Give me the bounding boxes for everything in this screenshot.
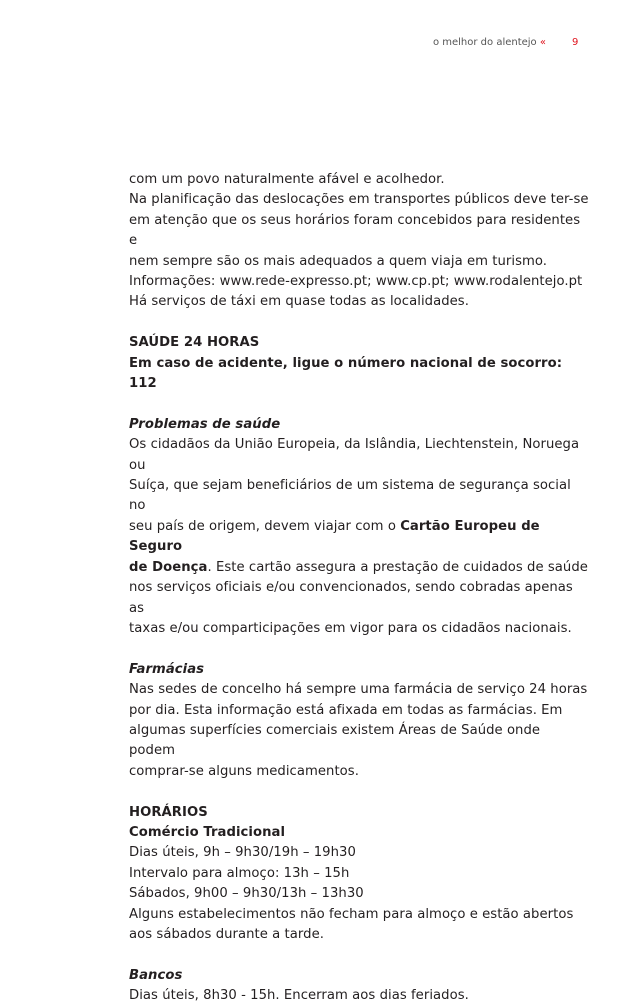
body-line: aos sábados durante a tarde. bbox=[129, 926, 324, 942]
horarios-section bbox=[129, 803, 589, 946]
bancos-section bbox=[129, 966, 589, 1007]
intro-line: em atenção que os seus horários foram concebidos para residentes e bbox=[129, 212, 581, 249]
body-line bbox=[129, 517, 589, 558]
intro-line: Na planificação das deslocações em transportes públicos deve ter-se bbox=[129, 192, 589, 208]
guillemet-mark: « bbox=[539, 37, 546, 48]
body-text: seu país de origem, devem viajar com o bbox=[129, 518, 401, 534]
body-line: comprar-se alguns medicamentos. bbox=[129, 763, 359, 779]
problemas-heading: Problemas de saúde bbox=[129, 416, 281, 432]
body-line: Alguns estabelecimentos não fecham para almoço e estão abertos bbox=[129, 906, 574, 922]
page-header bbox=[0, 37, 638, 53]
intro-line: Informações: www.rede-expresso.pt; www.cp.pt; www.rodalentejo.pt bbox=[129, 274, 583, 290]
body-line bbox=[129, 558, 589, 578]
body-line: Nas sedes de concelho há sempre uma farmácia de serviço 24 horas bbox=[129, 682, 588, 698]
page-number: 9 bbox=[572, 37, 579, 48]
farmacias-section bbox=[129, 660, 589, 782]
body-line: Suíça, que sejam beneficiários de um sistema de segurança social no bbox=[129, 478, 571, 514]
card-name-bold: de Doença bbox=[129, 559, 208, 575]
saude-heading: SAÚDE 24 HORAS bbox=[129, 335, 260, 351]
intro-line: Há serviços de táxi em quase todas as localidades. bbox=[129, 294, 469, 310]
body-line: Intervalo para almoço: 13h – 15h bbox=[129, 865, 350, 881]
page-body bbox=[129, 170, 589, 1007]
bancos-heading: Bancos bbox=[129, 967, 183, 983]
running-title bbox=[433, 37, 546, 48]
body-line: algumas superfícies comerciais existem Áreas de Saúde onde podem bbox=[129, 722, 541, 759]
farmacias-heading: Farmácias bbox=[129, 661, 205, 677]
intro-section bbox=[129, 170, 589, 313]
body-line: Os cidadãos da União Europeia, da Islândia, Liechtenstein, Noruega ou bbox=[129, 437, 580, 473]
comercio-subheading: Comércio Tradicional bbox=[129, 824, 286, 840]
emergency-number-line: Em caso de acidente, ligue o número nacional de socorro: 112 bbox=[129, 355, 563, 392]
body-text: . Este cartão assegura a prestação de cuidados de saúde bbox=[207, 559, 588, 575]
body-line: Dias úteis, 9h – 9h30/19h – 19h30 bbox=[129, 845, 356, 861]
intro-line: nem sempre são os mais adequados a quem viaja em turismo. bbox=[129, 253, 548, 269]
body-line: nos serviços oficiais e/ou convencionados, sendo cobradas apenas as bbox=[129, 580, 573, 616]
body-line: por dia. Esta informação está afixada em todas as farmácias. Em bbox=[129, 702, 563, 718]
body-line: Sábados, 9h00 – 9h30/13h – 13h30 bbox=[129, 886, 364, 902]
running-title-text: o melhor do alentejo bbox=[432, 37, 537, 48]
horarios-heading: HORÁRIOS bbox=[129, 804, 208, 820]
saude-section bbox=[129, 333, 589, 394]
body-line: taxas e/ou comparticipações em vigor para os cidadãos nacionais. bbox=[129, 620, 572, 636]
intro-line: com um povo naturalmente afável e acolhedor. bbox=[129, 172, 445, 187]
card-name-bold: Cartão Europeu de Seguro bbox=[129, 518, 540, 555]
problemas-section bbox=[129, 415, 589, 639]
body-line: Dias úteis, 8h30 - 15h. Encerram aos dias feriados. bbox=[129, 988, 469, 1004]
